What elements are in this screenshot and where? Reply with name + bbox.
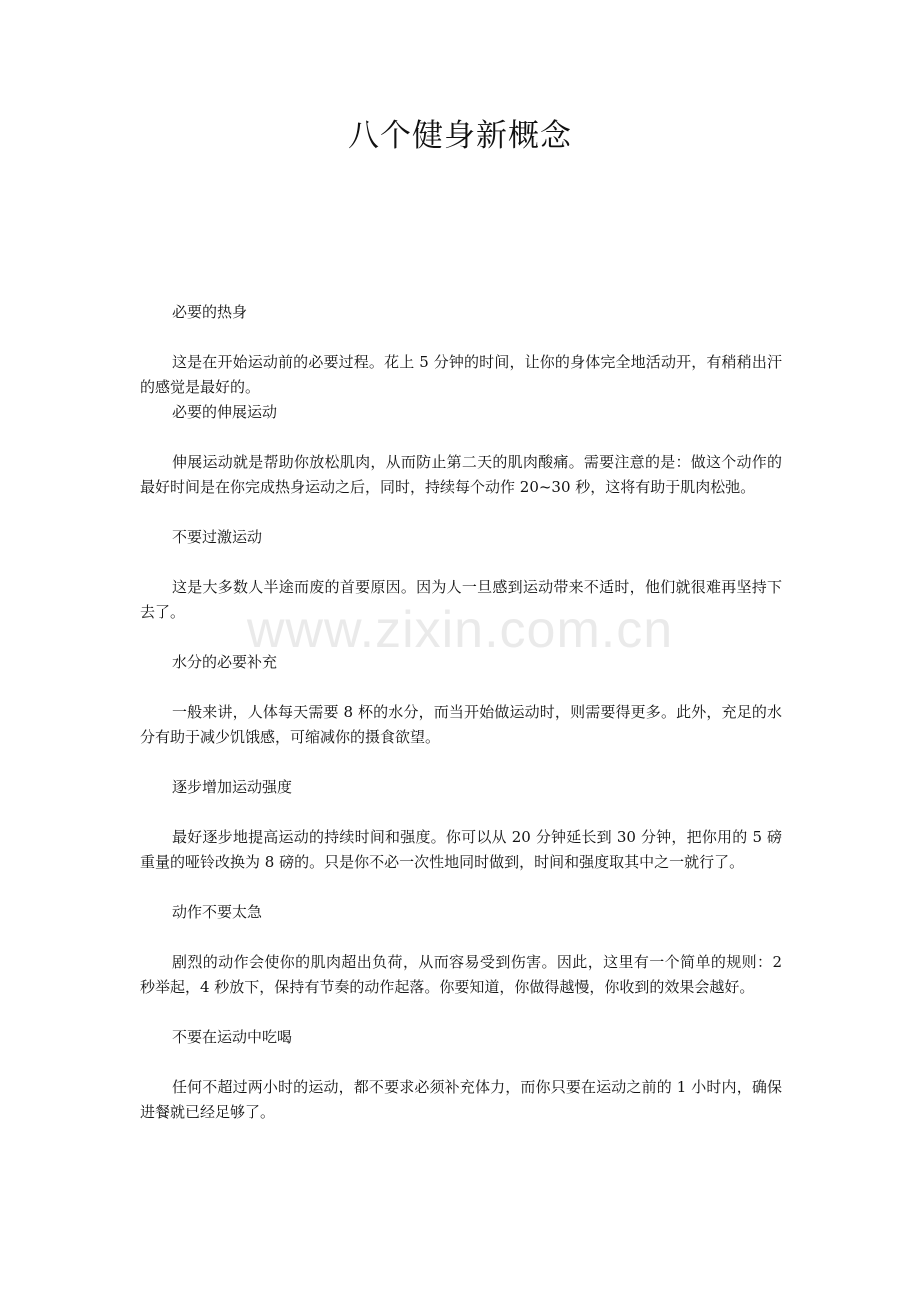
spacer <box>140 1050 782 1075</box>
document-body <box>140 300 782 1125</box>
section-paragraph: 剧烈的动作会使你的肌肉超出负荷，从而容易受到伤害。因此，这里有一个简单的规则：2 秒举起，4 秒放下，保持有节奏的动作起落。你要知道，你做得越慢，你收到的效果会越好。 <box>140 953 782 996</box>
spacer <box>140 875 782 900</box>
section-heading: 不要过激运动 <box>172 528 263 546</box>
section-paragraph: 这是在开始运动前的必要过程。花上 5 分钟的时间，让你的身体完全地活动开，有稍稍出汗的感觉是最好的。 <box>140 353 782 396</box>
section-paragraph: 一般来讲，人体每天需要 8 杯的水分，而当开始做运动时，则需要得更多。此外，充足的水分有助于减少饥饿感，可缩减你的摄食欲望。 <box>140 703 782 746</box>
spacer <box>140 625 782 650</box>
spacer <box>140 750 782 775</box>
spacer <box>140 675 782 700</box>
section-heading: 水分的必要补充 <box>172 653 278 671</box>
watermark: www.zixin.com.cn <box>246 601 674 659</box>
spacer <box>140 550 782 575</box>
spacer <box>140 425 782 450</box>
section-heading: 必要的伸展运动 <box>172 403 278 421</box>
document-title: 八个健身新概念 <box>348 118 572 154</box>
section-paragraph: 任何不超过两小时的运动，都不要求必须补充体力，而你只要在运动之前的 1 小时内，确保进餐就已经足够了。 <box>140 1078 782 1121</box>
section-heading: 逐步增加运动强度 <box>172 778 293 796</box>
section-paragraph: 这是大多数人半途而废的首要原因。因为人一旦感到运动带来不适时，他们就很难再坚持下去了。 <box>140 578 782 621</box>
section-heading: 不要在运动中吃喝 <box>172 1028 293 1046</box>
spacer <box>140 500 782 525</box>
spacer <box>140 1000 782 1025</box>
section-heading: 动作不要太急 <box>172 903 263 921</box>
spacer <box>140 925 782 950</box>
spacer <box>140 325 782 350</box>
spacer <box>140 800 782 825</box>
section-paragraph: 最好逐步地提高运动的持续时间和强度。你可以从 20 分钟延长到 30 分钟，把你用的 5 磅重量的哑铃改换为 8 磅的。只是你不必一次性地同时做到，时间和强度取其中之一就行了。 <box>140 828 782 871</box>
section-heading: 必要的热身 <box>172 303 248 321</box>
section-paragraph: 伸展运动就是帮助你放松肌肉，从而防止第二天的肌肉酸痛。需要注意的是：做这个动作的最好时间是在你完成热身运动之后，同时，持续每个动作 20~30 秒，这将有助于肌肉松弛。 <box>140 453 782 496</box>
